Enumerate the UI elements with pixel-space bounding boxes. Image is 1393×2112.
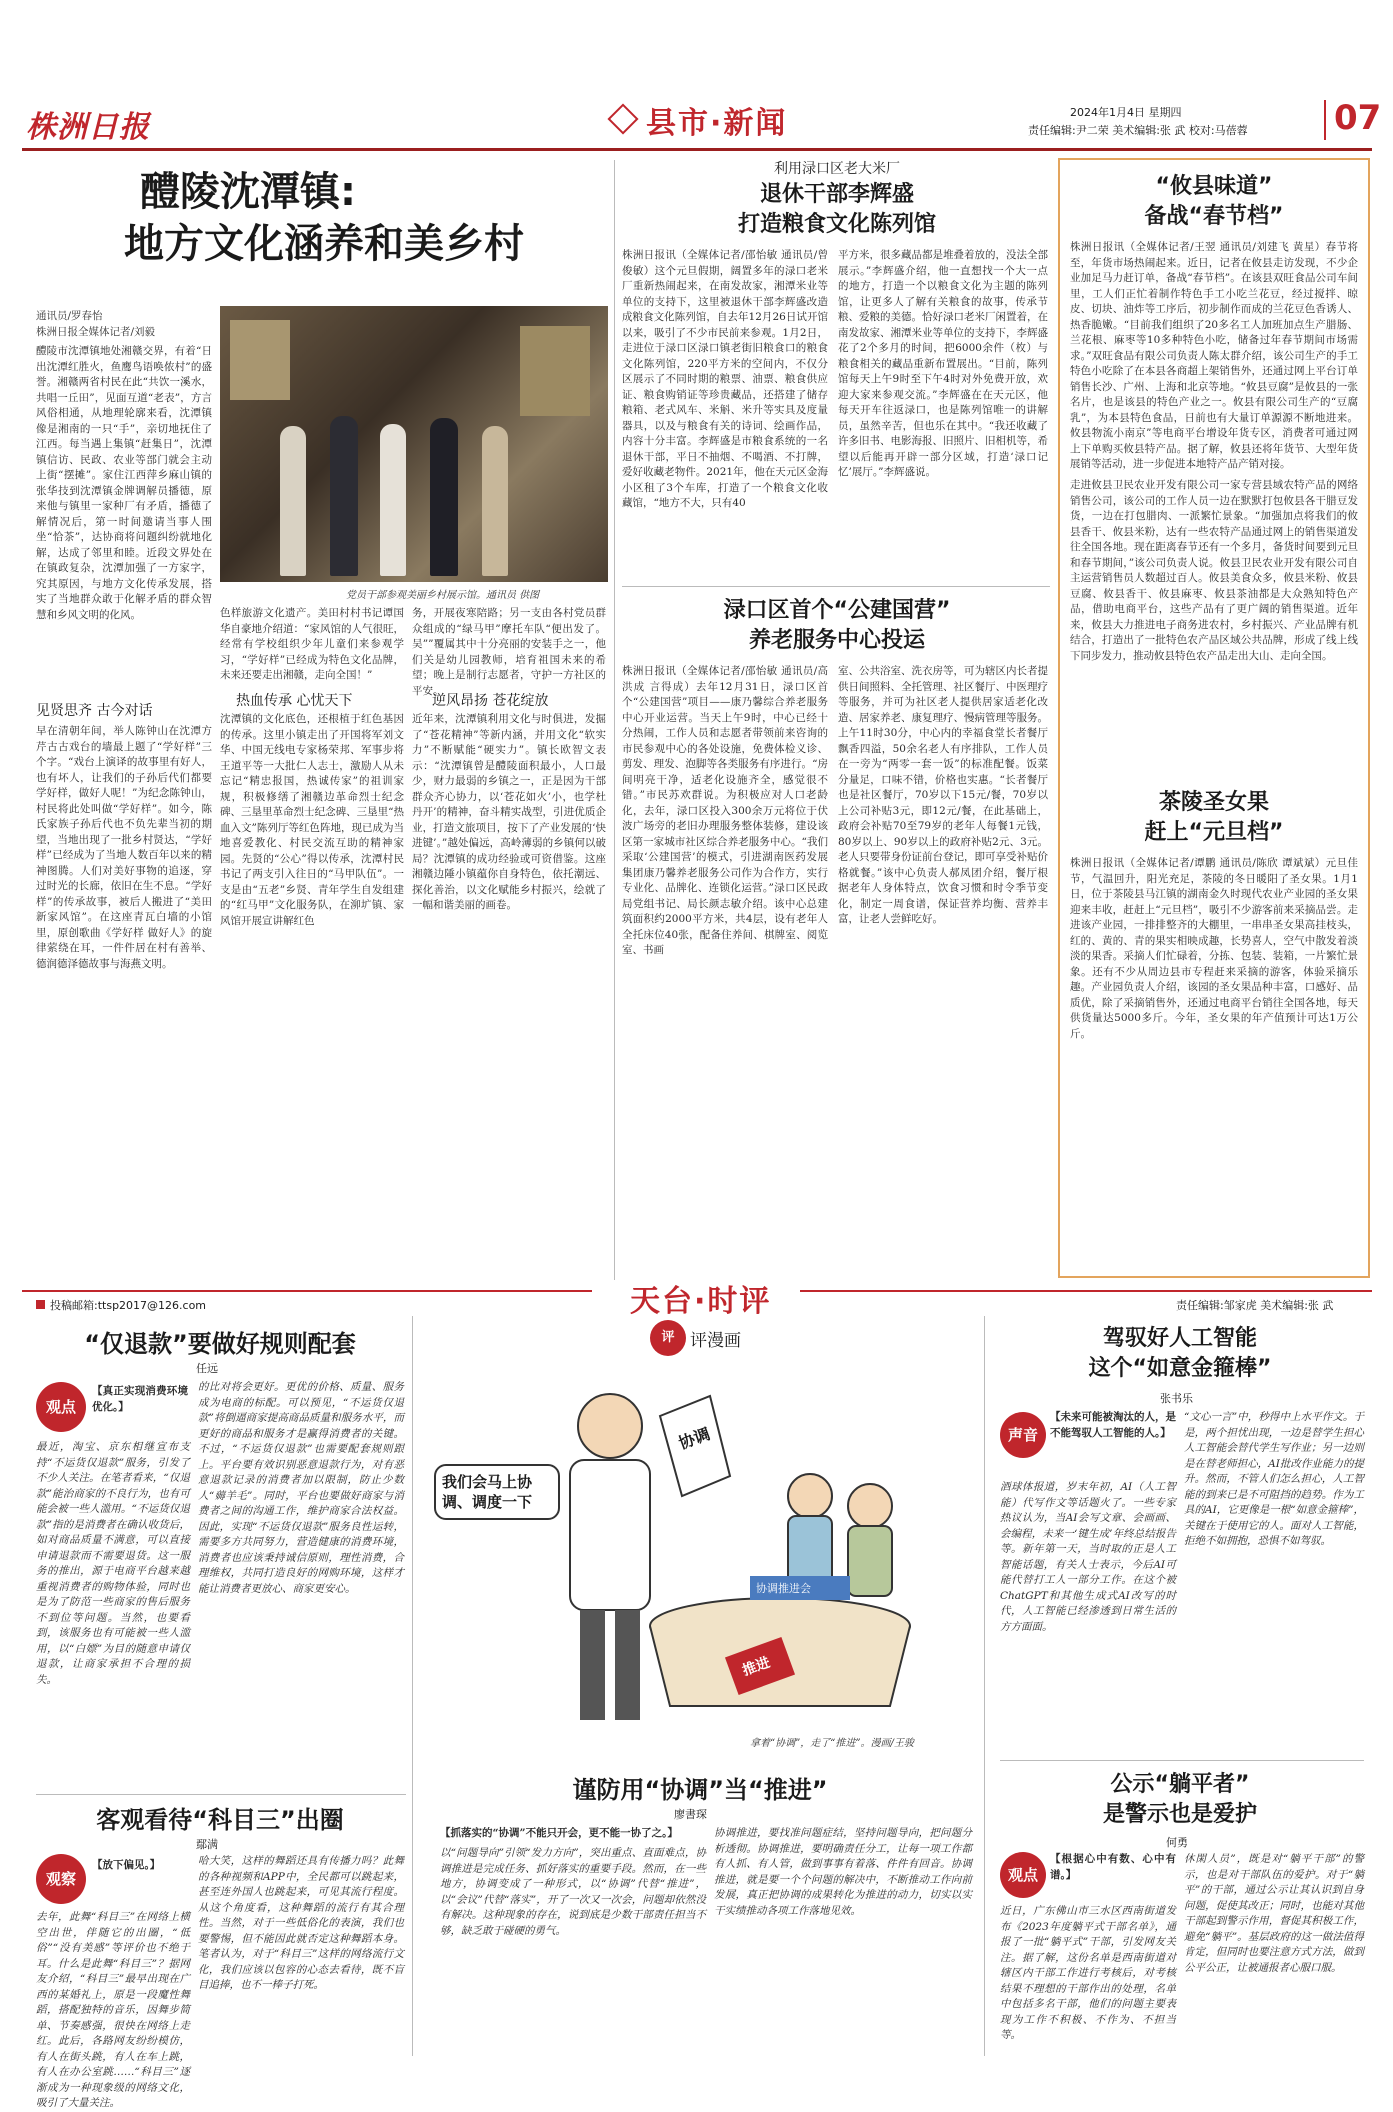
- op5-col1: 近日，广东佛山市三水区西南街道发布《2023年度躺平式干部名单》，通报了一批“躺平式”干部，引发网友关注。据了解，这份名单是西南街道对辖区内干部工作进行考核后，对考核结果不理想的干部作出的处理，名单中包括多名干部，他们的问题主要表现为工作不积极、不作为、不担当等。: [1000, 1905, 1176, 2041]
- masthead-rule: [22, 148, 1372, 151]
- op1-col2: 的比对将会更好。更优的价格、质量、服务成为电商的标配。可以预见，“不运货仅退款”将倒逼商家提高商品质量和服务水平，而更好的商品和服务才是赢得消费者的关键。不过，“不运货仅退款”也需要配套规则跟上。平台要有效识别恶意退款行为，对有恶意退款记录的消费者加以限制，防止少数人“薅羊毛”。同时，平台也要做好商家与消费者之间的沟通工作，维护商家合法权益。因此，实现“不运货仅退款”服务良性运转，需要多方共同努力，营造健康的消费环境，消费者也应该秉持诚信原则，理性消费，合理维权，共同打造良好的网购环境，这样才能让消费者更放心、商家更安心。: [198, 1381, 404, 1595]
- op5-headline-line1: 公示“躺平者”: [1110, 1772, 1250, 1797]
- page-editors: 责任编辑:尹二荣 美术编辑:张 武 校对:马蓓蓉: [1028, 124, 1248, 137]
- op3-author: 廖書琛: [674, 1808, 707, 1821]
- story2-col2: 平方米，很多藏品都是堆叠着放的，没法全部展示。”李辉盛介绍，他一直想找一个大一点的地方，打造一个以粮食文化为主题的陈列馆，让更多人了解有关粮食的故事，传承节粮、爱粮的美德。恰好渌口老米厂闲置着，在南发故家、湘潭米业等单位的支持下，李辉盛花了2个多月的时间，把6000余件（枚）与粮食相关的藏品重新布置展出。“目前，陈列馆每天上午9时至下午4时对外免费开放，欢迎大家来参观交流。”李辉盛在在天元区，他每天开车往返渌口，也是陈列馆唯一的讲解员，虽然辛苦，但也乐在其中。“我还收藏了许多旧书、电影海报、旧照片、旧相机等，希望以后能再开辟一部分区域，打造‘渌口记忆’展厅。”李辉盛说。: [838, 249, 1048, 478]
- op4-col1: 酒球体报道，岁末年初，AI（人工智能）代写作文等话题火了。一些专家热议认为，当AI会写文章、会画画、会编程，未来一‘键生成’年终总结报告等。新年第一天，当时取的正是人工智能话题，有关人士表示，今后AI可能代替打工人一部分工作。在这个被ChatGPT和其他生成式AI改写的时代，人工智能已经渗透到日常生活的方方面面。: [1000, 1481, 1176, 1633]
- story3-col2: 室、公共浴室、洗衣房等，可为辖区内长者提供日间照料、全托管理、社区餐厅、中医理疗等服务，并可为社区老人提供居家适老化改造、居家养老、康复理疗、慢病管理等服务。上午11时30分，中心内的幸福食堂长者餐厅飘香四溢，50余名老人有序排队，工作人员在一旁为“两零一套一饭”的标准配餐。饭菜分量足，口味不错，价格也实惠。“长者餐厅也是社区餐厅，70岁以下15元/餐，70岁以上公司补贴3元，即12元/餐，在此基础上，政府会补贴70至79岁的老年人每餐1元钱，80岁以上、90岁以上的政府补贴2元、3元。老人只要带身份证前台登记，即可享受补贴价格就餐。”该中心负责人郝凤团介绍，餐厅根据老年人身体特点，饮食习惯和时令季节变化，制定一周食谱，保证营养均衡、营养丰富，让老人尝鲜吃好。: [838, 665, 1048, 925]
- box-headline-line2: 备战“春节档”: [1144, 204, 1284, 229]
- op1-headline: “仅退款”要做好规则配套: [84, 1330, 356, 1358]
- story2-kicker: 利用渌口区老大米厂: [774, 161, 900, 177]
- story-divider: [622, 586, 1050, 587]
- op5-col2: 休閑人员”，既是对“躺平干部”的警示，也是对干部队伍的爱护。对于“躺平”的干部，通过公示让其认识到自身问题，促使其改正；同时，也能对其他干部起到警示作用，督促其积极工作，避免“躺平”。基层政府的这一做法值得肯定，但同时也要注意方式方法，做到公平公正，让被通报者心服口服。: [1184, 1853, 1364, 1974]
- cartoon-paper-label: 协调: [676, 1424, 713, 1453]
- box-headline-2-line2: 赶上“元旦档”: [1144, 820, 1284, 845]
- story3-headline-line2: 养老服务中心投运: [748, 628, 925, 653]
- op1-author: 任远: [196, 1362, 218, 1375]
- story3-headline: [622, 596, 1052, 656]
- cartoon-caption: 拿着“协调”，走了“推进”。漫画/王骏: [750, 1738, 914, 1749]
- op5-headline: [992, 1770, 1368, 1830]
- lead-subhead-1: 见贤思齐 古今对话: [36, 703, 153, 719]
- lead-byline-2: 株洲日报全媒体记者/刘毅: [36, 326, 156, 338]
- op2-col2: 哈大笑，这样的舞蹈还具有传播力吗？此舞的各种视频和APP中，全民都可以跳起来，甚至连外国人也跳起来，可见其流行程度。从这个角度看，这种舞蹈的流行有其合理性。当然，对于一些低俗化的表演，我们也要警惕，但不能因此就否定这种舞蹈本身。笔者认为，对于“科目三”这样的网络流行文化，我们应该以包容的心态去看待，既不盲目追捧，也不一棒子打死。: [198, 1855, 404, 1991]
- page-number-divider: [1324, 100, 1326, 140]
- section2-rule-left: [22, 1290, 592, 1292]
- op2-col1: 去年，此舞“科目三”在网络上横空出世，伴随它的出圈，“低俗”“没有美感”等评价也不绝于耳。什么是此舞“科目三”？据网友介绍，“科目三”最早出现在广西的某婚礼上，原是一段魔性舞蹈，搭配独特的音乐，因舞步简单、节奏感强，很快在网络上走红。此后，各路网友纷纷模仿，有人在街头跳，有人在车上跳，有人在办公室跳……“科目三”逐渐成为一种现象级的网络文化，吸引了大量关注。: [36, 1911, 190, 2109]
- photo-figure: [482, 426, 508, 576]
- box-body-2: 走进攸县卫民农业开发有限公司一家专营县域农特产品的网络销售公司，该公司的工作人员一边在默默打包攸县各干腊豆发货，一边在打包腊肉、一派繁忙景象。“加强加点将我们的攸县香干、攸县米粉，达有一些农特产品通过网上的销售渠道发往全国各地。现在距离春节还有一个多月，备货时间要到元旦和春节期间，”该公司负责人说。攸县卫民农业开发有限公司自主运营销售员人数超过百人。攸县美食众多，攸县米粉、攸县豆腐、攸县香干、攸县麻枣、攸县茶油都是大众熟知特色产品，借助电商平台，这些产品有了更广阔的销售渠道。近年来，攸县大力推进电子商务进农村，乡村振兴、产业品牌有机结合，打造出了一批特色农产品区域公共品牌，形成了线上线下同步发力，推动攸县特色农产品走出大山、走向全国。: [1070, 479, 1358, 662]
- box-body-3: 株洲日报讯（全媒体记者/谭鹏 通讯员/陈欣 谭斌斌）元旦佳节，气温回升，阳光充足，茶陵的冬日暖阳了圣女果。1月1日，位于茶陵县马江镇的湖南金久时现代农业产业园的圣女果迎来丰收，赶赶上“元旦档”，吸引不少游客前来采摘品尝。走进该产业园，一排排整齐的大棚里，一串串圣女果高挂枝头，红的、黄的、青的果实相映成趣，长势喜人，空气中散发着淡淡的果香。采摘人们忙碌着，分拣、包装、装箱，一片繁忙景象。还有不少从周边县市专程赶来采摘的游客，体验采摘乐趣。产业园负责人介绍，该园的圣女果品种丰富，口感好、品质优，除了采摘销售外，还通过电商平台销往全国各地，每天供货量达5000多斤。今年，圣女果的年产值预计可达1万公斤。: [1070, 857, 1358, 1040]
- column-divider: [412, 1316, 413, 2056]
- cartoon-label-badge: [650, 1320, 770, 1356]
- story3-col1: 株洲日报讯（全媒体记者/邵怡敏 通讯员/高洪成 言得成）去年12月31日，渌口区首个“公建国营”项目——康乃馨综合养老服务中心开业运营。当天上午9时，中心已经十分热闹，工作人员和志愿者带领前来咨询的市民参观中心的各处设施，免费体检义诊、剪发、理发、泡脚等各类服务有序进行。“房间明亮干净，适老化设施齐全，感觉很不错。”市民苏欢群说。为积极应对人口老龄化，去年，渌口区投入300余万元将位于伏波广场旁的老旧办理服务整体装修，建设该区第一家城市社区综合养老服务中心。“我们采取‘公建国营’的模式，引进湖南医药发展集团康乃馨养老服务公司作为合作方，实行专业化、品牌化、连锁化运营。”渌口区民政局党组书记、局长颜志敏介绍。该中心总建筑面积约2000平方米，共4层，设有老年人全托床位40张，配备住养间、棋牌室、阅览室、书画: [622, 665, 828, 956]
- op4-headline-line2: 这个“如意金箍棒”: [1088, 1356, 1272, 1381]
- op2-lead: 【放下偏见。】: [92, 1859, 161, 1871]
- right-feature-box: [1058, 158, 1370, 1278]
- op3-col2: 协调推进，要找准问题症结，坚持问题导向，把问题分析透彻。协调推进，要明确责任分工，让每一项工作都有人抓、有人管，做到事事有着落、件件有回音。协调推进，就是要一个个问题的解决中，不断推动工作向前发展，真正把协调的成果转化为推进的动力，切实以实干实绩推动各项工作落地见效。: [714, 1827, 972, 1917]
- issue-date: 2024年1月4日 星期四: [1070, 106, 1182, 119]
- op2-tag: 观察: [36, 1854, 86, 1904]
- lead-headline-line1: 醴陵沈潭镇:: [140, 169, 356, 215]
- photo-figure: [280, 426, 306, 576]
- op2-author: 鄢满: [196, 1838, 218, 1851]
- photo-wall-display: [230, 320, 290, 400]
- lead-body-1: 醴陵市沈潭镇地处湘赣交界，有着“日出沈潭红胜火，鱼鹰鸟语唤侬村”的盛誉。湘赣两省村民在此“共饮一溪水，共唱一丘田”，见面互道“老表”，方言风俗相通，从地理轮廓来看，沈潭镇像是湘南的一只“手”，亲切地抚住了江西。每当遇上集镇“赶集日”，沈潭镇信访、民政、农业等部门就会主动上街“摆摊”。家住江西萍乡麻山镇的张华技到沈潭镇金牌调解员播德，原来他与镇里一家种厂有矛盾，播德了解情况后，第一时间邀请当事人围坐“恰茶”，达协商将问题纠纷就地化解，达成了邻里和睦。近段文界处在在镇政复杂，沈潭加强了一方家字，究其原因，与地方文化传承发展，搭实了当地群众敢于化解矛盾的群众智慧和乡风文明的化风。: [36, 345, 212, 621]
- story2-headline: [622, 180, 1052, 240]
- photo-figure: [380, 424, 406, 576]
- email-icon: [36, 1300, 45, 1309]
- box-headline-2: [1060, 788, 1368, 848]
- cartoon-label: 评漫画: [690, 1331, 741, 1351]
- lead-headline: [124, 166, 560, 270]
- op4-tag: 声音: [1000, 1412, 1046, 1458]
- cartoon-label-icon: 评: [650, 1320, 686, 1356]
- cartoon-sign-label: 推进: [740, 1654, 773, 1680]
- box-body-1: 株洲日报讯（全媒体记者/王翌 通讯员/刘建飞 黄星）春节将至，年货市场热闹起来。近日，记者在攸县走访发现，不少企业加足马力赶订单，备战“春节档”。在该县双旺食品公司车间里，工人们正忙着制作特色手工小吃兰花豆，经过搅拌、晾皮、切块、油炸等工序后，初步制作而成的兰花豆色香诱人、热香脆嫩。“目前我们组织了20多名工人加班加点生产腊肠、兰花根、麻枣等10多种特色小吃，储备过年春节期间市场需求。”双旺食品有限公司负责人陈太群介绍，该公司生产的手工特色小吃除了在本县各商超上架销售外，还通过网上平台订单销售长沙、广州、上海和北京等地。“攸县豆腐”是攸县的一张名片，也是该县的特色产业之一。攸县有限公司生产的“豆腐乳”，为本县特色食品，日前也有大量订单源源不断地进来。攸县物流小南京”等电商平台增设年货专区，消费者可通过网上下单购买攸县特产品。据了解，攸县还将年货节、大型年货展销等活动，进一步促进本地特产品产销对接。: [1070, 241, 1358, 470]
- box-headline: [1060, 172, 1368, 232]
- box-headline-line1: “攸县味道”: [1155, 174, 1273, 199]
- op5-author: 何勇: [1166, 1836, 1188, 1849]
- lead-headline-line2: 地方文化涵养和美乡村: [124, 221, 524, 267]
- section-title: 县市·新闻: [646, 106, 788, 141]
- section-title-badge: [612, 98, 852, 142]
- op5-lead: 【根据心中有数、心中有谱。】: [1050, 1853, 1176, 1881]
- lead-body-4: 沈潭镇的文化底色，还根植于红色基因的传承。这里小镇走出了开国将军刘文华、中国无线电专家杨荣邦、军事步将王道平等一大批仁人志士，激励人从未忘记“精忠报国，热诚传家”的祖训家规，积极修缮了湘赣边革命烈士纪念碑、三垦里革命烈士纪念碑、三垦里“热血入文”陈列厅等红色阵地，现已成为当地喜爱教化、村民交流互助的精神家园。先贤的“公心”得以传承，沈潭村民书记了两支引入往日的“马甲队伍”。一支是由“五老”乡贤、青年学生自发组建的“红马甲”文化服务队，在泖圹镇、家风馆开展宣讲解红色: [220, 713, 404, 927]
- op-divider: [1000, 1760, 1364, 1761]
- section2-rule-right: [800, 1290, 1372, 1292]
- lead-body-5: 务，开展夜寒陪路；另一支由各村党员群众组成的“绿马甲”摩托车队“便出发了。吴””覆属其中十分亮丽的安装手之一，他们关是幼儿园教师，培育祖国未来的希望；晚上是制行志愿者，守护一方社区的平安。: [412, 607, 606, 697]
- op3-headline: 谨防用“协调”当“推进”: [572, 1776, 828, 1804]
- op5-tag: 观点: [1000, 1852, 1046, 1898]
- lead-subhead-2: 热血传承 心忧天下: [236, 693, 353, 709]
- section2-editors: 责任编辑:邹家虎 美术编辑:张 武: [1176, 1299, 1334, 1312]
- story2-col1: 株洲日报讯（全媒体记者/邵怡敏 通讯员/曾俊敏）这个元旦假期，阔置多年的渌口老米厂重新热闹起来，在南发故家，湘潭米业等单位的支持下，这里被退休干部李辉盛改造成粮食文化陈列馆，自去年12月26日试开馆以来，吸引了不少市民前来参观。1月2日，走进位于渌口区渌口镇老街旧粮食口的粮食文化陈列馆，220平方米的空间内，不仅分区展示了不同时期的粮票、油票、粮食供应证、粮食购销证等珍贵藏品，还搭建了储存粮箱、老式风车、米斛、米升等实具及度量器具，以及与粮食有关的诗词、绘画作品，内容十分丰富。李辉盛是市粮食系统的一名退休干部，平日不抽烟、不喝酒、不打牌，爱好收藏老物件。2021年，他在天元区金海小区租了3个车库，打造了一个粮食文化收藏馆，“地方不大，只有40: [622, 249, 828, 509]
- box-headline-2-line1: 茶陵圣女果: [1158, 790, 1269, 815]
- section2-title: 天台·时评: [620, 1276, 781, 1320]
- masthead: [22, 98, 1382, 150]
- section2-email: 投稿邮箱:ttsp2017@126.com: [50, 1299, 207, 1312]
- cartoon-frame: [420, 1316, 980, 1756]
- lead-body-6: 近年来，沈潭镇利用文化与时俱进，发掘了“苍花精神”等新内涵，并用文化“软实力”不断赋能“硬实力”。镇长欧智文表示：“沈潭镇曾是醴陵面积最小，人口最少，财力最弱的乡镇之一，正是因为干部群众齐心协力，以‘苍花如火’小，也学杜丹开’的精神，奋斗精实战型，引进优质企业，打造文旅项目，按下了产业发展的‘快进键’。”越处偏远，高岭薄弱的乡镇何以破局？沈潭镇的成功经验或可资借鉴。这座湘赣边陲小镇蕴你自身特色，依托潮远、探化善治，以文化赋能乡村振兴，绘就了一幅和谐美丽的画卷。: [412, 713, 606, 911]
- story3-headline-line1: 渌口区首个“公建国营”: [723, 598, 951, 623]
- op4-author: 张书乐: [1160, 1392, 1193, 1405]
- story2-headline-line2: 打造粮食文化陈列馆: [737, 212, 936, 237]
- newspaper-logo: 株洲日报: [26, 110, 150, 145]
- op-divider: [36, 1794, 406, 1795]
- op4-lead: 【未来可能被淘汰的人，是不能驾驭人工智能的人。】: [1050, 1411, 1176, 1439]
- op4-headline-line1: 驾驭好人工智能: [1102, 1326, 1257, 1351]
- lead-body-2: 早在清朝年间，举人陈钟山在沈潭方芹古古戏台的墙最上题了“学好样”三个字。“戏台上演译的故事里有好人，也有坏人，让我们的子孙后代们都要学好样，做好人呢！”为纪念陈钟山，村民将此处叫做“学好样”。如今，陈氏家族子孙后代也不负先辈当初的期望，当地出现了一批乡村贤达，“学好样”已经成为了当地人数百年以来的精神图腾。人们对美好事物的追逐，穿过时光的长廊，依旧在生不息。“学好样”的传承故事，被后人搬进了“美田新家风馆”。在这座青瓦白墙的小馆里，原创歌曲《学好样 做好人》的旋律萦绕在耳，一件件居在村有善举、德润德泽德故事与海燕文明。: [36, 725, 212, 970]
- photo-figure: [330, 416, 358, 576]
- op5-headline-line2: 是警示也是爱护: [1102, 1802, 1257, 1827]
- lead-byline-1: 通讯员/罗春怡: [36, 310, 103, 322]
- column-divider: [984, 1316, 985, 2056]
- op3-col1: 以“问题导向”引领“发力方向”，突出重点、直面难点，协调推进是完成任务、抓好落实的重要手段。然而，在一些地方，协调变成了一种形式，以“协调”代替“推进”，以“会议”代替“落实”，开了一次又一次会，问题却依然没有解决。这种现象的存在，说到底是少数干部责任担当不够，缺乏敢于碰硬的勇气。: [440, 1847, 706, 1937]
- op2-headline: 客观看待“科目三”出圈: [96, 1806, 344, 1834]
- photo-wall-display: [520, 326, 590, 416]
- op1-tag: 观点: [36, 1382, 86, 1432]
- column-divider: [614, 160, 615, 1280]
- lead-photo: [220, 306, 608, 582]
- story2-headline-line1: 退休干部李辉盛: [759, 182, 914, 207]
- cartoon-banner-label: 协调推进会: [756, 1582, 811, 1595]
- op1-lead: 【真正实现消费环境优化。】: [92, 1385, 188, 1413]
- lead-subhead-3: 逆风昂扬 苍花绽放: [432, 693, 549, 709]
- cartoon-bubble: 我们会马上协调、调度一下: [434, 1464, 560, 1520]
- op1-col1: 最近，淘宝、京东相继宣布支持“不运货仅退款”服务，引发了不少人关注。在笔者看来，“仅退款”能治商家的不良行为，也有可能会被一些人滥用。“不运货仅退款”指的是消费者在确认收货后，如对商品质量不满意，可以直接申请退款而不需要退货。这一服务的推出，源于电商平台越来越重视消费者的购物体验，同时也是为了防范一些商家的售后服务不到位等问题。当然，也要看到，该服务也有可能被一些人滥用，以“白嫖”为目的随意申请仅退款，让商家承担不合理的损失。: [36, 1441, 190, 1686]
- page-number: 07: [1334, 98, 1382, 138]
- section-title-decoration: [607, 103, 638, 134]
- cartoon-illustration: [420, 1356, 980, 1736]
- lead-photo-caption: 党员干部参观美丽乡村展示馆。通讯员 供图: [346, 590, 540, 601]
- op4-headline: [992, 1324, 1368, 1384]
- lead-body-3: 色样旅游文化遗产。美田村村书记谭国华自豪地介绍道：“家风馆的人气很旺，经常有学校组织少年儿童们来参观学习，“学好样”已经成为特色文化品牌，未来还要走出湘赣，走向全国！”: [220, 607, 404, 681]
- op3-lead: 【抓落实的“协调”不能只开会，更不能一协了之。】: [440, 1827, 678, 1839]
- photo-figure: [430, 418, 458, 576]
- op4-col2: “文心一言”中，秒得中上水平作文。于是，两个担忧出现，一边是替学生担心人工智能会替代学生写作业；另一边则是在替老师担心，AI批改作业能力的提升。然而，不管人们怎么担心，人工智能的到来已是不可阻挡的趋势。作为工具的AI，它更像是一根“如意金箍棒”，关键在于使用它的人。面对人工智能，拒绝不如拥抱，恐惧不如驾驭。: [1184, 1411, 1364, 1547]
